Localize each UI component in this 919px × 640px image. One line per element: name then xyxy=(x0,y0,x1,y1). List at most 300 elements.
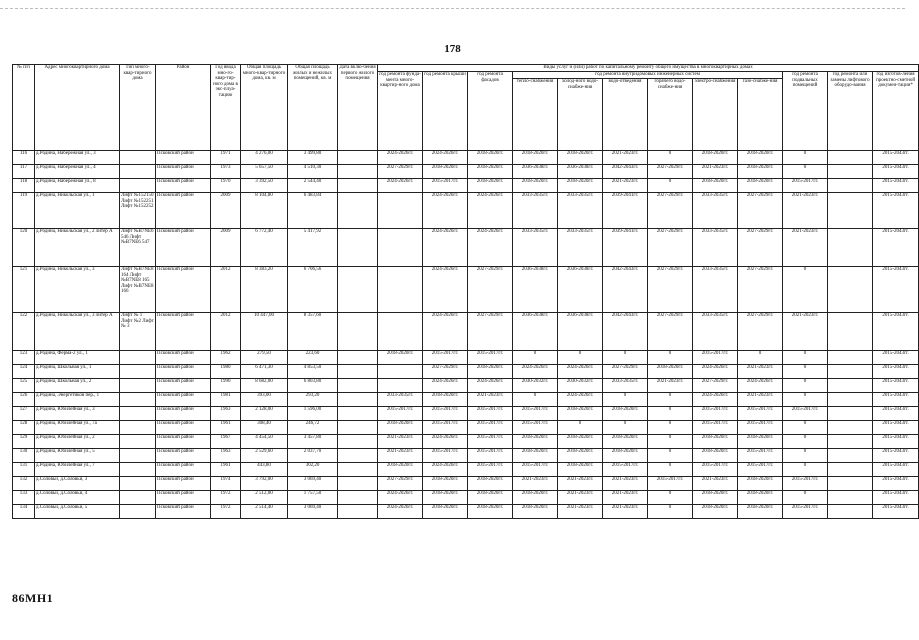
cell-drain: 2018-2020гг. xyxy=(603,435,648,449)
cell-year: 1967 xyxy=(211,435,241,449)
cell-heat: 2033-2035гг. xyxy=(513,193,558,229)
cell-fund: 2033-2035гг. xyxy=(378,393,423,407)
cell-facade: 2015-2017гг. xyxy=(468,421,513,435)
col-header-heat: тепло-снабжения xyxy=(513,79,558,151)
cell-living: 223,60 xyxy=(288,351,338,365)
table-row xyxy=(13,351,919,365)
cell-facade: 2027-2029гг. xyxy=(468,313,513,351)
cell-total: 8 682,00 xyxy=(241,379,288,393)
cell-type xyxy=(120,477,156,491)
table-row xyxy=(13,379,919,393)
cell-year: 2009 xyxy=(211,193,241,229)
cell-living: 3 457,80 xyxy=(288,435,338,449)
cell-elec: 2021-2023гг. xyxy=(693,165,738,179)
cell-facade: 2018-2020гг. xyxy=(468,151,513,165)
cell-date xyxy=(338,351,378,365)
col-header-total-area: Общая площадь много-квар-тирного дома, кв. м xyxy=(241,65,288,151)
cell-living: 5 417,92 xyxy=(288,229,338,267)
cell-gas: 2027-2029гг. xyxy=(738,193,783,229)
cell-addr: д.Соловьи, д.Соловьи, 4 xyxy=(35,491,120,505)
table-row xyxy=(13,435,919,449)
cell-elevator xyxy=(828,407,873,421)
table-row xyxy=(13,421,919,435)
cell-roof: 2018-2020гг. xyxy=(423,491,468,505)
cell-cold: 2018-2020гг. xyxy=(558,449,603,463)
cell-addr: д.Родина, Набережная ул., 8 xyxy=(35,179,120,193)
cell-gas: 2021-2023гг. xyxy=(738,365,783,379)
table-row xyxy=(13,365,919,379)
cell-year: 1963 xyxy=(211,407,241,421)
cell-elec: 2033-2035гг. xyxy=(693,229,738,267)
cell-addr: д.Родина, Никольская ул., 3 литер А xyxy=(35,313,120,351)
cell-fund: 2024-2026гг. xyxy=(378,179,423,193)
cell-n: 133 xyxy=(13,491,35,505)
cell-addr: д.Родина, Юбилейная ул., 5 xyxy=(35,449,120,463)
cell-living: 3 499,80 xyxy=(288,151,338,165)
cell-hot: 2021-2023гг. xyxy=(648,379,693,393)
cell-hot: 0 xyxy=(648,421,693,435)
cell-addr: д.Родина, Ферма-2 ул., 1 xyxy=(35,351,120,365)
cell-elec: 2018-2020гг. xyxy=(693,435,738,449)
cell-elec: 2018-2020гг. xyxy=(693,505,738,519)
cell-gas: 2018-2020гг. xyxy=(738,179,783,193)
cell-drain: 2033-2035гг. xyxy=(603,379,648,393)
cell-date xyxy=(338,229,378,267)
scan-edge-line xyxy=(0,8,905,9)
cell-type xyxy=(120,379,156,393)
cell-facade: 2015-2017гг. xyxy=(468,351,513,365)
cell-district: Псковский район xyxy=(156,351,211,365)
cell-n: 131 xyxy=(13,463,35,477)
cell-gas: 2018-2020гг. xyxy=(738,505,783,519)
col-header-internal-systems: год ремонта внутридомовых инженерных систем xyxy=(513,72,783,79)
cell-district: Псковский район xyxy=(156,505,211,519)
cell-district: Псковский район xyxy=(156,193,211,229)
cell-cold: 2036-2038гг. xyxy=(558,313,603,351)
cell-elec: 2033-2035гг. xyxy=(693,313,738,351)
cell-hot: 2027-2029гг. xyxy=(648,229,693,267)
cell-cold: 2036-2038гг. xyxy=(558,267,603,313)
cell-roof: 2024-2026гг. xyxy=(423,229,468,267)
cell-living: 8 357,60 xyxy=(288,313,338,351)
cell-elevator xyxy=(828,477,873,491)
cell-fund xyxy=(378,365,423,379)
cell-date xyxy=(338,449,378,463)
cell-roof: 2024-2026гг. xyxy=(423,151,468,165)
cell-drain: 2042-2043гг. xyxy=(603,313,648,351)
table-row xyxy=(13,229,919,267)
col-header-address: Адрес многоквартирного дома xyxy=(35,65,120,151)
cell-elevator xyxy=(828,313,873,351)
cell-facade: 2024-2026гг. xyxy=(468,229,513,267)
cell-n: 117 xyxy=(13,165,35,179)
cell-drain: 2021-2023гг. xyxy=(603,179,648,193)
cell-heat: 2036-2038гг. xyxy=(513,267,558,313)
cell-gas: 2015-2017гг. xyxy=(738,407,783,421)
table-row xyxy=(13,449,919,463)
cell-elevator xyxy=(828,193,873,229)
cell-hot: 2027-2029гг. xyxy=(648,165,693,179)
cell-drain: 2021-2023гг. xyxy=(603,151,648,165)
cell-gas: 2027-2029гг. xyxy=(738,267,783,313)
cell-date xyxy=(338,151,378,165)
cell-type xyxy=(120,421,156,435)
cell-roof: 2015-2017гг. xyxy=(423,421,468,435)
cell-fund xyxy=(378,229,423,267)
cell-cold: 2018-2020гг. xyxy=(558,435,603,449)
cell-living: 6 803,80 xyxy=(288,379,338,393)
col-header-drain: водо-отведения xyxy=(603,79,648,151)
cell-type xyxy=(120,393,156,407)
cell-year: 1962 xyxy=(211,351,241,365)
cell-fund: 2015-2017гг. xyxy=(378,407,423,421)
table-row xyxy=(13,267,919,313)
cell-year: 1981 xyxy=(211,393,241,407)
cell-total: 8 104,80 xyxy=(241,193,288,229)
cell-heat: 2018-2020гг. xyxy=(513,449,558,463)
cell-addr: д.Соловьи, д.Соловьи, 5 xyxy=(35,505,120,519)
cell-living: 2 544,40 xyxy=(288,179,338,193)
cell-total: 279,50 xyxy=(241,351,288,365)
cell-addr: д.Родина, Никольская ул., 2 литер А xyxy=(35,229,120,267)
cell-elec: 2033-2035гг. xyxy=(693,193,738,229)
cell-cold: 0 xyxy=(558,421,603,435)
cell-hot: 0 xyxy=(648,435,693,449)
cell-district: Псковский район xyxy=(156,477,211,491)
cell-gas: 2021-2023гг. xyxy=(738,393,783,407)
cell-heat: 2036-2038гг. xyxy=(513,165,558,179)
cell-type xyxy=(120,179,156,193)
cell-living: 4 853,50 xyxy=(288,365,338,379)
cell-total: 8 383,20 xyxy=(241,267,288,313)
cell-addr: д.Родина, Школьная ул., 1 xyxy=(35,365,120,379)
cell-drain: 0 xyxy=(603,421,648,435)
cell-drain: 2021-2023гг. xyxy=(603,505,648,519)
cell-type: Лифт №152150 Лифт №152251 Лифт №152252 xyxy=(120,193,156,229)
cell-living: 246,72 xyxy=(288,421,338,435)
cell-elevator xyxy=(828,151,873,165)
cell-total: 6 471,30 xyxy=(241,365,288,379)
cell-design: 2015-2043гг. xyxy=(873,313,919,351)
cell-gas: 0 xyxy=(738,351,783,365)
cell-facade: 2018-2020гг. xyxy=(468,179,513,193)
cell-gas: 2015-2017гг. xyxy=(738,463,783,477)
cell-roof: 2018-2020гг. xyxy=(423,393,468,407)
cell-hot: 0 xyxy=(648,407,693,421)
cell-facade: 2018-2020гг. xyxy=(468,491,513,505)
col-header-gas: газо-снабже-ния xyxy=(738,79,783,151)
cell-elec: 2018-2020гг. xyxy=(693,491,738,505)
cell-basement: 0 xyxy=(783,151,828,165)
cell-elevator xyxy=(828,491,873,505)
cell-roof: 2024-2026гг. xyxy=(423,379,468,393)
cell-date xyxy=(338,505,378,519)
cell-cold: 2030-2032гг. xyxy=(558,379,603,393)
cell-hot: 2027-2029гг. xyxy=(648,313,693,351)
cell-facade: 2018-2020гг. xyxy=(468,365,513,379)
cell-fund: 2018-2020гг. xyxy=(378,463,423,477)
cell-design: 2015-2043гг. xyxy=(873,491,919,505)
cell-year: 1971 xyxy=(211,151,241,165)
cell-district: Псковский район xyxy=(156,379,211,393)
cell-addr: д.Родина, Юбилейная ул., 7а xyxy=(35,421,120,435)
cell-fund: 2021-2023гг. xyxy=(378,435,423,449)
cell-elevator xyxy=(828,379,873,393)
cell-fund: 2024-2026гг. xyxy=(378,151,423,165)
cell-cold: 2021-2023гг. xyxy=(558,505,603,519)
cell-year: 1973 xyxy=(211,165,241,179)
cell-roof: 2024-2026гг. xyxy=(423,193,468,229)
cell-addr: д.Родина, Школьная ул., 2 xyxy=(35,379,120,393)
cell-design: 2015-2043гг. xyxy=(873,365,919,379)
cell-gas: 2018-2020гг. xyxy=(738,491,783,505)
cell-roof: 2027-2029гг. xyxy=(423,365,468,379)
cell-district: Псковский район xyxy=(156,449,211,463)
table-row xyxy=(13,165,919,179)
cell-living: 6 483,84 xyxy=(288,193,338,229)
cell-facade: 2015-2017гг. xyxy=(468,435,513,449)
cell-heat: 2024-2026гг. xyxy=(513,365,558,379)
cell-elec: 2018-2020гг. xyxy=(693,179,738,193)
cell-year: 1961 xyxy=(211,463,241,477)
cell-cold: 2021-2023гг. xyxy=(558,491,603,505)
cell-design: 2015-2043гг. xyxy=(873,421,919,435)
cell-total: 308,40 xyxy=(241,421,288,435)
col-header-services-group: Виды услуг и (или) работ по капитальному ремонту общего имущества в многоквартирных домах xyxy=(378,65,919,72)
cell-district: Псковский район xyxy=(156,365,211,379)
cell-heat: 2021-2023гг. xyxy=(513,477,558,491)
cell-total: 2 529,60 xyxy=(241,449,288,463)
cell-year: 1970 xyxy=(211,179,241,193)
cell-addr: д.Родина, Юбилейная ул., 7 xyxy=(35,463,120,477)
col-header-elec: электро-снабжения xyxy=(693,79,738,151)
cell-fund: 2027-2029гг. xyxy=(378,165,423,179)
col-header-design: год изготов-ления проектно-сметной докумен-тации* xyxy=(873,72,919,151)
cell-cold: 2033-2035гг. xyxy=(558,229,603,267)
cell-addr: д.Соловьи, д.Соловьи, 3 xyxy=(35,477,120,491)
cell-n: 129 xyxy=(13,435,35,449)
cell-district: Псковский район xyxy=(156,229,211,267)
cell-elec: 2033-2035гг. xyxy=(693,267,738,313)
cell-year: 1990 xyxy=(211,379,241,393)
cell-date xyxy=(338,267,378,313)
cell-basement: 0 xyxy=(783,393,828,407)
cell-basement: 2021-2023гг. xyxy=(783,313,828,351)
cell-facade: 2018-2020гг. xyxy=(468,477,513,491)
cell-basement: 0 xyxy=(783,421,828,435)
cell-hot: 2018-2020гг. xyxy=(648,365,693,379)
cell-basement: 0 xyxy=(783,491,828,505)
cell-year: 1972 xyxy=(211,491,241,505)
cell-type xyxy=(120,449,156,463)
cell-date xyxy=(338,165,378,179)
cell-fund: 2027-2029гг. xyxy=(378,477,423,491)
cell-elevator xyxy=(828,505,873,519)
cell-roof: 2024-2026гг. xyxy=(423,463,468,477)
col-header-roof: год ремонта крыши xyxy=(423,72,468,151)
cell-roof: 2018-2020гг. xyxy=(423,505,468,519)
cell-district: Псковский район xyxy=(156,267,211,313)
table-row xyxy=(13,151,919,165)
cell-n: 118 xyxy=(13,179,35,193)
col-header-hot: горячего водо-снабже-ния xyxy=(648,79,693,151)
cell-basement: 2015-2017гг. xyxy=(783,477,828,491)
cell-elevator xyxy=(828,435,873,449)
cell-gas: 2015-2017гг. xyxy=(738,421,783,435)
cell-elec: 2015-2017гг. xyxy=(693,407,738,421)
cell-basement: 2021-2023гг. xyxy=(783,229,828,267)
cell-n: 119 xyxy=(13,193,35,229)
cell-elec: 2015-2017гг. xyxy=(693,463,738,477)
col-header-fund: год ремонта фунда-мента много-квартир-ного дома xyxy=(378,72,423,151)
cell-type: Лифт №В7NE8 164 Лифт №В7NE8 165 Лифт №В7NE8 166 xyxy=(120,267,156,313)
cell-living: 302,20 xyxy=(288,463,338,477)
cell-cold: 2021-2023гг. xyxy=(558,477,603,491)
cell-district: Псковский район xyxy=(156,179,211,193)
cell-drain: 2042-2043гг. xyxy=(603,267,648,313)
cell-elevator xyxy=(828,463,873,477)
cell-cold: 2018-2020гг. xyxy=(558,151,603,165)
cell-elevator xyxy=(828,267,873,313)
table-body xyxy=(13,151,919,519)
cell-living: 3 069,40 xyxy=(288,477,338,491)
cell-cold: 2036-2038гг. xyxy=(558,165,603,179)
cell-district: Псковский район xyxy=(156,165,211,179)
cell-elevator xyxy=(828,351,873,365)
cell-roof: 2024-2026гг. xyxy=(423,435,468,449)
cell-design: 2015-2043гг. xyxy=(873,229,919,267)
cell-n: 124 xyxy=(13,365,35,379)
cell-design: 2015-2043гг. xyxy=(873,463,919,477)
cell-year: 1974 xyxy=(211,477,241,491)
cell-roof: 2018-2020гг. xyxy=(423,165,468,179)
cell-year: 2009 xyxy=(211,229,241,267)
cell-heat: 2018-2020гг. xyxy=(513,151,558,165)
cell-living: 6 706,56 xyxy=(288,267,338,313)
cell-year: 1972 xyxy=(211,505,241,519)
cell-cold: 2018-2020гг. xyxy=(558,407,603,421)
cell-n: 122 xyxy=(13,313,35,351)
cell-roof: 2015-2017гг. xyxy=(423,351,468,365)
cell-cold: 2018-2020гг. xyxy=(558,179,603,193)
footer-code: 86МН1 xyxy=(12,591,54,605)
cell-facade: 2015-2017гг. xyxy=(468,463,513,477)
cell-gas: 2024-2026гг. xyxy=(738,379,783,393)
cell-n: 126 xyxy=(13,393,35,407)
cell-elevator xyxy=(828,421,873,435)
cell-gas: 2027-2029гг. xyxy=(738,313,783,351)
cell-facade: 2015-2017гг. xyxy=(468,407,513,421)
cell-elevator xyxy=(828,165,873,179)
cell-fund: 2024-2026гг. xyxy=(378,505,423,519)
cell-total: 2 128,00 xyxy=(241,407,288,421)
cell-fund: 2018-2020гг. xyxy=(378,421,423,435)
cell-addr: д.Родина, Энергетиков пер., 1 xyxy=(35,393,120,407)
cell-fund xyxy=(378,193,423,229)
cell-drain: 2042-2043гг. xyxy=(603,165,648,179)
cell-living: 1 757,50 xyxy=(288,491,338,505)
cell-hot: 2027-2029гг. xyxy=(648,193,693,229)
cell-addr: д.Родина, Юбилейная ул., 2 xyxy=(35,435,120,449)
cell-gas: 2015-2017гг. xyxy=(738,449,783,463)
cell-roof: 2018-2020гг. xyxy=(423,477,468,491)
cell-basement: 0 xyxy=(783,365,828,379)
cell-hot: 0 xyxy=(648,351,693,365)
cell-n: 116 xyxy=(13,151,35,165)
cell-cold: 2024-2026гг. xyxy=(558,365,603,379)
cell-basement: 0 xyxy=(783,351,828,365)
cell-total: 2 514,40 xyxy=(241,505,288,519)
cell-n: 134 xyxy=(13,505,35,519)
cell-n: 127 xyxy=(13,407,35,421)
cell-addr: д.Родина, Набережная ул., 3 xyxy=(35,151,120,165)
header-row-group xyxy=(13,65,919,72)
cell-n: 123 xyxy=(13,351,35,365)
cell-n: 120 xyxy=(13,229,35,267)
cell-date xyxy=(338,313,378,351)
col-header-elevator: год ремонта или замены лифтового оборудо-вания xyxy=(828,72,873,151)
cell-elec: 2015-2017гг. xyxy=(693,351,738,365)
cell-hot: 2015-2017гг. xyxy=(648,477,693,491)
cell-fund: 2024-2026гг. xyxy=(378,491,423,505)
cell-heat: 2030-2032гг. xyxy=(513,379,558,393)
cell-fund xyxy=(378,313,423,351)
cell-total: 3 792,00 xyxy=(241,477,288,491)
table-row xyxy=(13,463,919,477)
cell-roof: 2015-2017гг. xyxy=(423,179,468,193)
cell-design: 2015-2043гг. xyxy=(873,193,919,229)
cell-total: 443,80 xyxy=(241,463,288,477)
cell-n: 128 xyxy=(13,421,35,435)
cell-total: 3 392,50 xyxy=(241,179,288,193)
cell-basement: 0 xyxy=(783,165,828,179)
cell-type xyxy=(120,365,156,379)
cell-fund: 2018-2020гг. xyxy=(378,351,423,365)
cell-hot: 0 xyxy=(648,505,693,519)
col-header-year: Год ввода мно-го-квар-тир-ного дома в экс-плуа-тацию xyxy=(211,65,241,151)
cell-district: Псковский район xyxy=(156,313,211,351)
cell-total: 6 772,40 xyxy=(241,229,288,267)
cell-addr: д.Родина, Юбилейная ул., 3 xyxy=(35,407,120,421)
cell-facade: 2021-2023гг. xyxy=(468,393,513,407)
col-header-num: № п/п xyxy=(13,65,35,151)
cell-type xyxy=(120,165,156,179)
cell-elevator xyxy=(828,449,873,463)
cell-heat: 2018-2020гг. xyxy=(513,179,558,193)
cell-district: Псковский район xyxy=(156,421,211,435)
cell-facade: 2018-2020гг. xyxy=(468,165,513,179)
cell-facade: 2024-2026гг. xyxy=(468,379,513,393)
cell-elevator xyxy=(828,229,873,267)
cell-elec: 2024-2026гг. xyxy=(693,393,738,407)
cell-basement: 2015-2017гг. xyxy=(783,179,828,193)
cell-year: 1961 xyxy=(211,421,241,435)
cell-design: 2015-2043гг. xyxy=(873,179,919,193)
table-row xyxy=(13,393,919,407)
cell-roof: 2015-2017гг. xyxy=(423,407,468,421)
cell-hot: 0 xyxy=(648,449,693,463)
cell-elevator xyxy=(828,179,873,193)
cell-total: 4 454,50 xyxy=(241,435,288,449)
cell-heat: 2036-2038гг. xyxy=(513,313,558,351)
cell-heat: 0 xyxy=(513,393,558,407)
cell-basement: 0 xyxy=(783,379,828,393)
cell-living: 293,20 xyxy=(288,393,338,407)
cell-date xyxy=(338,193,378,229)
cell-basement: 0 xyxy=(783,449,828,463)
cell-drain: 0 xyxy=(603,351,648,365)
cell-district: Псковский район xyxy=(156,151,211,165)
